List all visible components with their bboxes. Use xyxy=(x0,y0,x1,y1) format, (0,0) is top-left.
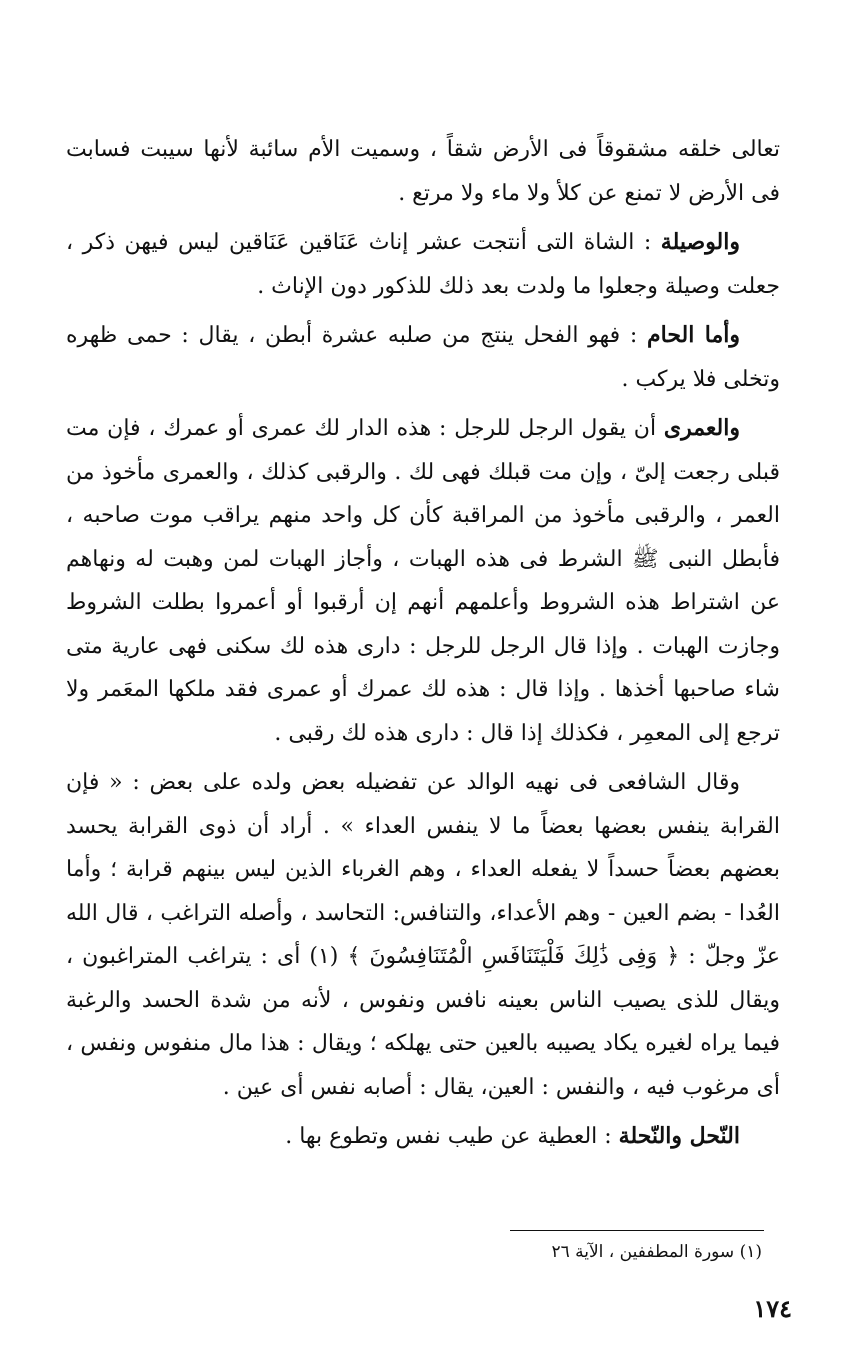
paragraph-term: والعمرى xyxy=(663,415,740,441)
paragraph xyxy=(66,761,780,1109)
paragraph xyxy=(66,314,780,401)
paragraph xyxy=(66,1115,780,1159)
body-text xyxy=(66,128,780,1165)
paragraph xyxy=(66,221,780,308)
paragraph-text: : العطية عن طيب نفس وتطوع بها . xyxy=(285,1124,619,1149)
footnote-divider xyxy=(510,1230,764,1231)
paragraph-term: وأما الحام xyxy=(647,322,740,348)
paragraph-text: : الشاة التى أنتجت عشر إناث عَنَاقين عَنَاقين ليس فيهن ذكر ، جعلت وصيلة وجعلوا ما ولدت بعد ذلك للذكور دون الإناث . xyxy=(66,230,780,299)
paragraph-text: : فهو الفحل ينتج من صلبه عشرة أبطن ، يقال : حمى ظهره وتخلى فلا يركب . xyxy=(66,323,780,392)
paragraph-term: النّحل والنّحلة xyxy=(618,1123,740,1149)
paragraph-term: والوصيلة xyxy=(660,229,740,255)
paragraph-text: تعالى خلقه مشقوقاً فى الأرض شقاً ، وسميت الأم سائبة لأنها سيبت فسابت فى الأرض لا تمنع عن كلأ ولا ماء ولا مرتع . xyxy=(66,137,780,206)
paragraph-text: وقال الشافعى فى نهيه الوالد عن تفضيله بعض ولده على بعض : « فإن القرابة ينفس بعضها بعضاً ما لا ينفس العداء » . أراد أن ذوى القرابة يحسد بعضهم بعضاً حسداً لا يفعله العداء ، وهم الغرباء الذين ليس بينهم قرابة ؛ وأما العُدا - بضم العين - وهم الأعداء، والتنافس: التحاسد ، وأصله التراغب ، قال الله عزّ وجلّ : ﴿ وَفِى ذَٰلِكَ فَلْيَتَنَافَسِ الْمُتَنَافِسُونَ ﴾ (١) أى : يتراغب المتراغبون ، ويقال للذى يصيب الناس بعينه نافس ونفوس ، لأنه من شدة الحسد والرغبة فيما يراه لغيره يكاد يصيبه بالعين حتى يهلكه ؛ ويقال : هذا مال منفوس ونفس ، أى مرغوب فيه ، والنفس : العين، يقال : أصابه نفس أى عين . xyxy=(66,770,780,1100)
paragraph xyxy=(66,407,780,755)
footnote: (١) سورة المطففين ، الآية ٢٦ xyxy=(551,1242,762,1262)
paragraph xyxy=(66,128,780,215)
paragraph-text: أن يقول الرجل للرجل : هذه الدار لك عمرى أو عمرك ، فإن مت قبلى رجعت إلىّ ، وإن مت قبلك فهى لك . والرقبى كذلك ، والعمرى مأخوذ من العمر ، والرقبى مأخوذ من المراقبة كأن كل واحد منهم يراقب موت صاحبه ، فأبطل النبى ﷺ الشرط فى هذه الهبات ، وأجاز الهبات لمن وهبت له ونهاهم عن اشتراط هذه الشروط وأعلمهم أنهم إن أرقبوا أو أعمروا بطلت الشروط وجازت الهبات . وإذا قال الرجل للرجل : دارى هذه لك سكنى فهى عارية متى شاء صاحبها أخذها . وإذا قال : هذه لك عمرك أو عمرى فقد ملكها المعَمر ولا ترجع إلى المعمِر ، فكذلك إذا قال : دارى هذه لك رقبى . xyxy=(66,416,780,746)
page-number: ١٧٤ xyxy=(753,1294,792,1323)
